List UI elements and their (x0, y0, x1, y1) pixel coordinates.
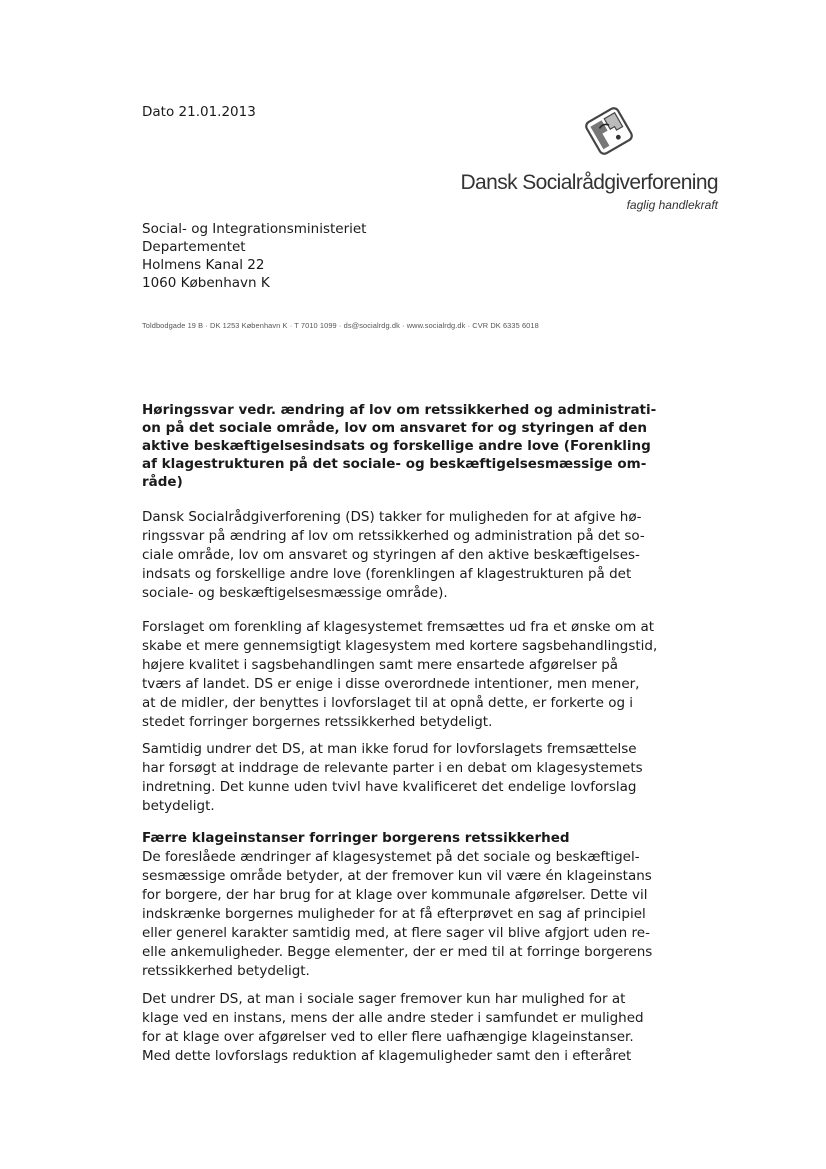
heading-line: on på det sociale område, lov om ansvaret for og styringen af den (142, 420, 647, 436)
text-line: eller generel karakter samtidig med, at flere sager vil blive afgjort uden re- (142, 925, 650, 941)
organization-tagline: faglig handlekraft (626, 198, 718, 212)
paragraph-proposal (142, 618, 658, 732)
text-line: sesmæssige område betyder, at der fremover kun vil være én klageinstans (142, 868, 652, 884)
text-line: retssikkerhed betydeligt. (142, 963, 310, 979)
text-line: højere kvalitet i sagsbehandlingen samt mere ensartede afgørelser på (142, 657, 619, 673)
text-line: De foreslåede ændringer af klagesystemet på det sociale og beskæftigel- (142, 849, 640, 865)
text-line: at de midler, der benyttes i lovforslaget til at opnå dette, er forkerte og i (142, 695, 634, 711)
text-line: indretning. Det kunne uden tvivl have kvalificeret det endelige lovforslag (142, 779, 637, 795)
recipient-line: Departementet (142, 239, 246, 255)
letter-heading (142, 401, 657, 491)
text-line: ringssvar på ændring af lov om retssikkerhed og administration på det so- (142, 528, 645, 544)
text-line: tværs af landet. DS er enige i disse overordnede intentioner, men mener, (142, 676, 640, 692)
heading-line: Høringssvar vedr. ændring af lov om retssikkerhed og administrati- (142, 402, 657, 418)
section-fewer-instances (142, 829, 652, 981)
text-line: Med dette lovforslags reduktion af klagemuligheder samt den i efteråret (142, 1048, 632, 1064)
recipient-address (142, 220, 366, 292)
text-line: Dansk Socialrådgiverforening (DS) takker for muligheden for at afgive hø- (142, 509, 642, 525)
heading-line: råde) (142, 474, 183, 490)
text-line: indskrænke borgernes muligheder for at få efterprøvet en sag af principiel (142, 906, 646, 922)
text-line: stedet forringer borgernes retssikkerhed betydeligt. (142, 714, 493, 730)
text-line: for borgere, der har brug for at klage over kommunale afgørelser. Dette vil (142, 887, 648, 903)
text-line: klage ved en instans, mens der alle andre steder i samfundet er mulighed (142, 1010, 644, 1026)
section-subheading: Færre klageinstanser forringer borgerens retssikkerhed (142, 830, 570, 846)
sender-contact-line: Toldbodgade 19 B · DK 1253 København K · T 7010 1099 · ds@socialrdg.dk · www.socialrdg.dk · CVR DK 6335 6018 (142, 321, 539, 330)
text-line: betydeligt. (142, 798, 215, 814)
text-line: sociale- og beskæftigelsesmæssige område). (142, 585, 448, 601)
recipient-line: 1060 København K (142, 275, 270, 291)
heading-line: af klagestrukturen på det sociale- og beskæftigelsesmæssige om- (142, 456, 647, 472)
heading-line: aktive beskæftigelsesindsats og forskellige andre love (Forenkling (142, 438, 651, 454)
text-line: Det undrer DS, at man i sociale sager fremover kun har mulighed for at (142, 991, 626, 1007)
text-line: skabe et mere gennemsigtigt klagesystem med kortere sagsbehandlingstid, (142, 638, 658, 654)
text-line: elle ankemuligheder. Begge elementer, der er med til at forringe borgerens (142, 944, 653, 960)
text-line: for at klage over afgørelser ved to eller flere uafhængige klageinstanser. (142, 1029, 634, 1045)
text-line: Forslaget om forenkling af klagesystemet fremsættes ud fra et ønske om at (142, 619, 655, 635)
ds-logo-icon (578, 100, 640, 162)
paragraph-wonder (142, 740, 652, 816)
paragraph-intro (142, 508, 652, 603)
recipient-line: Social- og Integrationsministeriet (142, 221, 367, 237)
text-line: indsats og forskellige andre love (forenklingen af klagestrukturen på det (142, 566, 632, 582)
text-line: ciale område, lov om ansvaret og styringen af den aktive beskæftigelses- (142, 547, 640, 563)
text-line: Samtidig undrer det DS, at man ikke forud for lovforslagets fremsættelse (142, 741, 637, 757)
text-line: har forsøgt at inddrage de relevante parter i en debat om klagesystemets (142, 760, 643, 776)
organization-name: Dansk Socialrådgiverforening (460, 171, 718, 194)
recipient-line: Holmens Kanal 22 (142, 257, 265, 273)
paragraph-one-instance (142, 990, 652, 1066)
letter-date: Dato 21.01.2013 (142, 104, 256, 120)
